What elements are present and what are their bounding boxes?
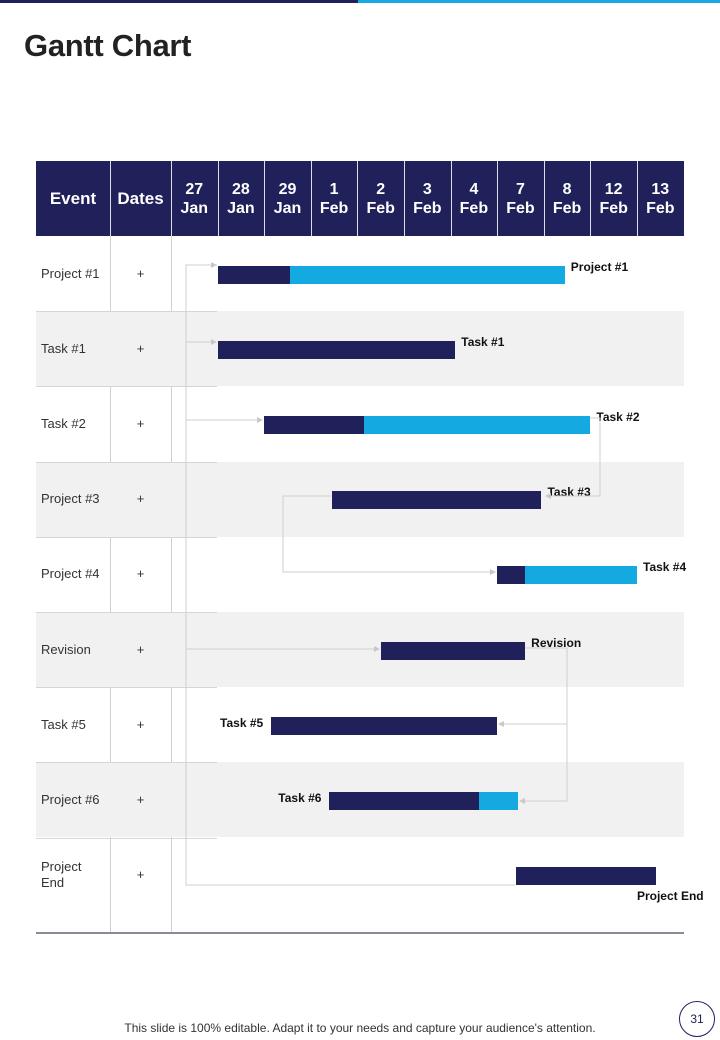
event-label: Task #5 (41, 716, 86, 732)
header-date-month: Feb (646, 199, 675, 217)
dates-add-button[interactable]: + (136, 491, 145, 507)
header-date-month: Feb (319, 199, 349, 217)
header-date-7 (497, 161, 544, 236)
header-divider (404, 161, 405, 236)
gantt-bar-label: Project End (636, 889, 704, 904)
header-dates: Dates (117, 188, 164, 208)
header-divider (451, 161, 452, 236)
gantt-bar-label: Task #2 (596, 410, 640, 424)
header-date-day: 8 (562, 180, 572, 198)
header-date-10 (637, 161, 684, 236)
header-date-day: 1 (329, 180, 339, 198)
gantt-bar-label: Project #1 (570, 259, 629, 274)
header-date-day: 3 (422, 180, 432, 198)
footer-note: This slide is 100% editable. Adapt it to your needs and capture your audience's attention. (124, 1021, 596, 1035)
gantt-bar-done (332, 491, 542, 509)
header-date-day: 29 (278, 180, 297, 198)
header-date-month: Feb (552, 199, 582, 217)
page-number: 31 (679, 1001, 715, 1037)
header-divider (544, 161, 545, 236)
row-divider (36, 537, 217, 538)
row-divider (36, 386, 217, 387)
gantt-bar-label: Task #4 (643, 560, 687, 575)
header-date-day: 12 (604, 180, 623, 198)
gantt-bar-remaining (525, 566, 637, 584)
event-label: Project #6 (41, 792, 100, 807)
page-title: Gantt Chart (24, 28, 192, 63)
header-date-month: Jan (227, 199, 255, 217)
header-date-month: Jan (180, 199, 209, 217)
header-date-month: Feb (506, 199, 535, 217)
event-label: Project End (41, 859, 82, 891)
row-divider (36, 762, 217, 763)
header-divider (357, 161, 358, 236)
header-date-day: 13 (651, 180, 670, 198)
header-date-3 (311, 161, 358, 236)
gantt-bar-label: Revision (531, 635, 582, 650)
header-divider (590, 161, 591, 236)
header-date-day: 2 (376, 180, 386, 198)
header-divider (637, 161, 638, 236)
header-date-2 (264, 161, 311, 236)
header-divider (110, 161, 111, 236)
gantt-bar-done (264, 416, 364, 434)
gantt-bar-done (497, 566, 525, 584)
event-label: Task #1 (41, 340, 86, 356)
row-divider (36, 838, 217, 839)
dates-add-button[interactable]: + (136, 566, 145, 582)
gantt-bar-remaining (479, 792, 519, 810)
top-accent-dark (0, 0, 358, 3)
row-divider (36, 462, 217, 463)
row-divider (36, 612, 217, 613)
table-bottom-border (36, 932, 684, 934)
event-label: Project #3 (41, 491, 100, 507)
header-date-8 (544, 161, 591, 236)
header-date-month: Feb (599, 199, 628, 217)
gantt-bar-done (271, 717, 497, 735)
row-divider (36, 311, 217, 312)
header-date-month: Feb (459, 199, 489, 217)
gantt-bar-label: Task #6 (278, 791, 322, 805)
header-date-month: Jan (273, 199, 302, 217)
top-accent-light (358, 0, 720, 3)
header-date-month: Feb (413, 199, 442, 217)
header-date-5 (404, 161, 451, 236)
gantt-bar-done (218, 266, 290, 284)
dates-add-button[interactable]: + (136, 716, 145, 732)
header-date-6 (451, 161, 498, 236)
gantt-bar-done (381, 642, 525, 660)
dates-add-button[interactable]: + (136, 792, 145, 807)
event-label: Project #1 (41, 265, 100, 281)
event-label: Project #4 (41, 566, 100, 582)
gantt-bar-label: Task #1 (461, 334, 505, 349)
header-date-4 (357, 161, 404, 236)
header-date-day: 27 (185, 180, 204, 198)
gantt-bar-label: Task #3 (547, 485, 591, 500)
header-date-0 (171, 161, 218, 236)
header-date-day: 7 (516, 180, 525, 198)
header-divider (264, 161, 265, 236)
header-divider (497, 161, 498, 236)
gantt-bar-done (329, 792, 478, 810)
header-divider (311, 161, 312, 236)
gantt-bar-done (218, 341, 456, 359)
header-date-day: 4 (469, 180, 479, 198)
dates-add-button[interactable]: + (136, 867, 145, 883)
header-divider (171, 161, 172, 236)
dates-add-button[interactable]: + (136, 265, 145, 281)
event-label: Task #2 (41, 416, 86, 431)
header-date-month: Feb (366, 199, 395, 217)
gantt-bar-label: Task #5 (220, 715, 264, 730)
event-label: Revision (41, 641, 91, 657)
gantt-bar-done (516, 867, 656, 885)
dates-add-button[interactable]: + (136, 416, 145, 431)
header-event: Event (49, 188, 97, 208)
dates-add-button[interactable]: + (136, 340, 145, 356)
gantt-bar-remaining (364, 416, 590, 434)
header-date-1 (218, 161, 265, 236)
header-divider (218, 161, 219, 236)
header-date-day: 28 (231, 180, 250, 198)
row-divider (36, 687, 217, 688)
header-date-9 (590, 161, 637, 236)
gantt-bar-remaining (290, 266, 565, 284)
dates-add-button[interactable]: + (136, 641, 145, 657)
